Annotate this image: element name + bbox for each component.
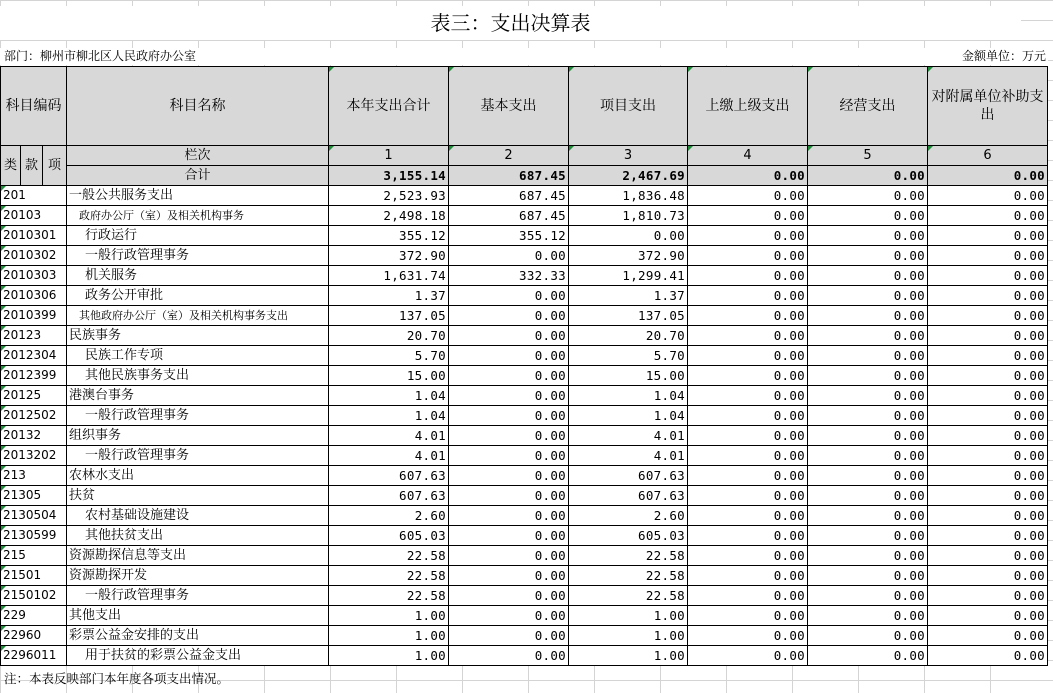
row-value-cell[interactable]: 0.00 xyxy=(449,466,569,486)
row-value-cell[interactable]: 0.00 xyxy=(688,246,808,266)
table-row xyxy=(1,206,1048,226)
row-code-cell[interactable]: 2010303 xyxy=(1,266,67,286)
row-value-cell[interactable]: 0.00 xyxy=(449,566,569,586)
row-value-cell[interactable]: 1,810.73 xyxy=(569,206,688,226)
row-name-cell[interactable]: 农林水支出 xyxy=(67,466,329,486)
header-code[interactable]: 科目编码 xyxy=(1,67,67,146)
header-basic-expense[interactable]: 基本支出 xyxy=(449,67,569,146)
row-code-cell[interactable]: 2013202 xyxy=(1,446,67,466)
total-cell[interactable]: 0.00 xyxy=(808,166,928,186)
row-code-cell[interactable]: 2010399 xyxy=(1,306,67,326)
row-value-cell[interactable]: 0.00 xyxy=(569,226,688,246)
row-value-cell[interactable]: 0.00 xyxy=(928,526,1048,546)
row-name-cell[interactable]: 机关服务 xyxy=(67,266,329,286)
row-value-cell[interactable]: 0.00 xyxy=(808,566,928,586)
department-label: 部门：柳州市柳北区人民政府办公室 xyxy=(4,49,197,63)
row-value-cell[interactable]: 0.00 xyxy=(688,466,808,486)
row-value-cell[interactable]: 332.33 xyxy=(449,266,569,286)
row-code-cell[interactable]: 213 xyxy=(1,466,67,486)
table-row xyxy=(1,466,1048,486)
row-value-cell[interactable]: 0.00 xyxy=(688,566,808,586)
row-name-cell[interactable]: 一般行政管理事务 xyxy=(67,406,329,426)
row-value-cell[interactable]: 0.00 xyxy=(928,626,1048,646)
row-value-cell[interactable]: 0.00 xyxy=(928,546,1048,566)
row-code-cell[interactable]: 2012399 xyxy=(1,366,67,386)
column-index[interactable]: 4 xyxy=(688,146,808,166)
row-value-cell[interactable]: 1.04 xyxy=(329,406,449,426)
row-value-cell[interactable]: 0.00 xyxy=(688,606,808,626)
row-value-cell[interactable]: 5.70 xyxy=(569,346,688,366)
table-row xyxy=(1,586,1048,606)
row-value-cell[interactable]: 1.00 xyxy=(569,606,688,626)
table-row xyxy=(1,646,1048,666)
row-name-cell[interactable]: 扶贫 xyxy=(67,486,329,506)
table-row xyxy=(1,326,1048,346)
row-value-cell[interactable]: 0.00 xyxy=(449,286,569,306)
total-cell[interactable]: 2,467.69 xyxy=(569,166,688,186)
row-value-cell[interactable]: 0.00 xyxy=(688,226,808,246)
row-value-cell[interactable]: 4.01 xyxy=(329,446,449,466)
row-value-cell[interactable]: 0.00 xyxy=(808,246,928,266)
row-value-cell[interactable]: 0.00 xyxy=(688,366,808,386)
row-value-cell[interactable]: 0.00 xyxy=(808,286,928,306)
row-code-cell[interactable]: 2130504 xyxy=(1,506,67,526)
row-value-cell[interactable]: 607.63 xyxy=(569,486,688,506)
header-operating-expense[interactable]: 经营支出 xyxy=(808,67,928,146)
row-value-cell[interactable]: 0.00 xyxy=(449,546,569,566)
row-code-cell[interactable]: 20123 xyxy=(1,326,67,346)
row-value-cell[interactable]: 0.00 xyxy=(688,346,808,366)
row-value-cell[interactable]: 22.58 xyxy=(329,546,449,566)
table-row xyxy=(1,306,1048,326)
row-value-cell[interactable]: 372.90 xyxy=(569,246,688,266)
row-value-cell[interactable]: 0.00 xyxy=(808,506,928,526)
row-name-cell[interactable]: 其他政府办公厅（室）及相关机构事务支出 xyxy=(67,306,329,326)
row-value-cell[interactable]: 0.00 xyxy=(449,366,569,386)
row-value-cell[interactable]: 15.00 xyxy=(569,366,688,386)
row-value-cell[interactable]: 22.58 xyxy=(569,566,688,586)
row-value-cell[interactable]: 0.00 xyxy=(688,326,808,346)
row-value-cell[interactable]: 1,631.74 xyxy=(329,266,449,286)
row-value-cell[interactable]: 22.58 xyxy=(329,586,449,606)
row-value-cell[interactable]: 0.00 xyxy=(688,266,808,286)
row-value-cell[interactable]: 0.00 xyxy=(688,586,808,606)
column-index[interactable]: 1 xyxy=(329,146,449,166)
row-value-cell[interactable]: 15.00 xyxy=(329,366,449,386)
row-value-cell[interactable]: 0.00 xyxy=(688,426,808,446)
row-value-cell[interactable]: 137.05 xyxy=(569,306,688,326)
row-code-cell[interactable]: 2010302 xyxy=(1,246,67,266)
row-value-cell[interactable]: 0.00 xyxy=(928,266,1048,286)
header-lanci[interactable]: 栏次 xyxy=(67,146,329,166)
row-value-cell[interactable]: 0.00 xyxy=(808,346,928,366)
header-kuan[interactable]: 款 xyxy=(21,146,43,186)
row-value-cell[interactable]: 0.00 xyxy=(928,346,1048,366)
row-value-cell[interactable]: 0.00 xyxy=(928,486,1048,506)
row-name-cell[interactable]: 一般公共服务支出 xyxy=(67,186,329,206)
row-value-cell[interactable]: 0.00 xyxy=(449,246,569,266)
table-row xyxy=(1,606,1048,626)
row-code-cell[interactable]: 2012502 xyxy=(1,406,67,426)
row-name-cell[interactable]: 民族工作专项 xyxy=(67,346,329,366)
row-value-cell[interactable]: 20.70 xyxy=(569,326,688,346)
row-value-cell[interactable]: 0.00 xyxy=(808,586,928,606)
table-row xyxy=(1,226,1048,246)
table-row xyxy=(1,386,1048,406)
column-index[interactable]: 2 xyxy=(449,146,569,166)
row-value-cell[interactable]: 2,498.18 xyxy=(329,206,449,226)
table-row xyxy=(1,566,1048,586)
row-value-cell[interactable]: 4.01 xyxy=(569,426,688,446)
row-value-cell[interactable]: 0.00 xyxy=(449,606,569,626)
table-footnote: 注：本表反映部门本年度各项支出情况。 xyxy=(4,671,230,686)
row-value-cell[interactable]: 0.00 xyxy=(928,186,1048,206)
row-code-cell[interactable]: 20132 xyxy=(1,426,67,446)
row-name-cell[interactable]: 资源勘探开发 xyxy=(67,566,329,586)
header-heji[interactable]: 合计 xyxy=(67,166,329,186)
row-value-cell[interactable]: 0.00 xyxy=(808,206,928,226)
row-value-cell[interactable]: 0.00 xyxy=(808,606,928,626)
row-value-cell[interactable]: 607.63 xyxy=(329,466,449,486)
total-cell[interactable]: 3,155.14 xyxy=(329,166,449,186)
row-value-cell[interactable]: 20.70 xyxy=(329,326,449,346)
row-value-cell[interactable]: 0.00 xyxy=(688,546,808,566)
row-value-cell[interactable]: 0.00 xyxy=(688,286,808,306)
row-value-cell[interactable]: 605.03 xyxy=(329,526,449,546)
header-lei[interactable]: 类 xyxy=(1,146,21,186)
row-value-cell[interactable]: 0.00 xyxy=(688,626,808,646)
row-value-cell[interactable]: 0.00 xyxy=(808,526,928,546)
row-value-cell[interactable]: 0.00 xyxy=(449,626,569,646)
row-value-cell[interactable]: 0.00 xyxy=(808,386,928,406)
row-code-cell[interactable]: 2296011 xyxy=(1,646,67,666)
row-value-cell[interactable]: 0.00 xyxy=(928,586,1048,606)
row-code-cell[interactable]: 21305 xyxy=(1,486,67,506)
row-value-cell[interactable]: 0.00 xyxy=(928,406,1048,426)
row-name-cell[interactable]: 其他支出 xyxy=(67,606,329,626)
column-index[interactable]: 5 xyxy=(808,146,928,166)
total-cell[interactable]: 0.00 xyxy=(928,166,1048,186)
table-row xyxy=(1,346,1048,366)
row-value-cell[interactable]: 0.00 xyxy=(688,526,808,546)
row-value-cell[interactable]: 0.00 xyxy=(449,326,569,346)
row-value-cell[interactable]: 0.00 xyxy=(928,246,1048,266)
row-value-cell[interactable]: 5.70 xyxy=(329,346,449,366)
column-index-row xyxy=(1,146,1048,166)
row-name-cell[interactable]: 组织事务 xyxy=(67,426,329,446)
row-value-cell[interactable]: 4.01 xyxy=(329,426,449,446)
row-name-cell[interactable]: 彩票公益金安排的支出 xyxy=(67,626,329,646)
row-value-cell[interactable]: 0.00 xyxy=(808,546,928,566)
total-cell[interactable]: 0.00 xyxy=(688,166,808,186)
row-value-cell[interactable]: 0.00 xyxy=(808,186,928,206)
row-value-cell[interactable]: 607.63 xyxy=(569,466,688,486)
row-value-cell[interactable]: 22.58 xyxy=(329,566,449,586)
row-value-cell[interactable]: 0.00 xyxy=(808,266,928,286)
row-value-cell[interactable]: 0.00 xyxy=(928,366,1048,386)
total-row xyxy=(1,166,1048,186)
row-value-cell[interactable]: 2.60 xyxy=(329,506,449,526)
row-code-cell[interactable]: 2010306 xyxy=(1,286,67,306)
row-value-cell[interactable]: 0.00 xyxy=(449,426,569,446)
row-value-cell[interactable]: 0.00 xyxy=(688,486,808,506)
row-value-cell[interactable]: 0.00 xyxy=(808,306,928,326)
row-value-cell[interactable]: 0.00 xyxy=(808,466,928,486)
table-row xyxy=(1,266,1048,286)
row-value-cell[interactable]: 0.00 xyxy=(449,586,569,606)
row-value-cell[interactable]: 0.00 xyxy=(808,646,928,666)
table-row xyxy=(1,366,1048,386)
column-index[interactable]: 6 xyxy=(928,146,1048,166)
row-value-cell[interactable]: 0.00 xyxy=(928,646,1048,666)
header-remit-superior[interactable]: 上缴上级支出 xyxy=(688,67,808,146)
row-name-cell[interactable]: 行政运行 xyxy=(67,226,329,246)
row-value-cell[interactable]: 0.00 xyxy=(449,646,569,666)
row-value-cell[interactable]: 355.12 xyxy=(449,226,569,246)
row-value-cell[interactable]: 0.00 xyxy=(928,606,1048,626)
row-code-cell[interactable]: 201 xyxy=(1,186,67,206)
row-code-cell[interactable]: 2150102 xyxy=(1,586,67,606)
row-value-cell[interactable]: 4.01 xyxy=(569,446,688,466)
row-value-cell[interactable]: 0.00 xyxy=(449,386,569,406)
row-value-cell[interactable]: 0.00 xyxy=(688,186,808,206)
row-name-cell[interactable]: 一般行政管理事务 xyxy=(67,586,329,606)
table-row xyxy=(1,526,1048,546)
row-value-cell[interactable]: 0.00 xyxy=(928,306,1048,326)
row-code-cell[interactable]: 229 xyxy=(1,606,67,626)
row-code-cell[interactable]: 20103 xyxy=(1,206,67,226)
row-name-cell[interactable]: 其他民族事务支出 xyxy=(67,366,329,386)
row-value-cell[interactable]: 0.00 xyxy=(688,406,808,426)
row-value-cell[interactable]: 1.00 xyxy=(569,646,688,666)
row-value-cell[interactable]: 687.45 xyxy=(449,206,569,226)
table-row xyxy=(1,246,1048,266)
row-value-cell[interactable]: 0.00 xyxy=(688,646,808,666)
total-cell[interactable]: 687.45 xyxy=(449,166,569,186)
table-row xyxy=(1,286,1048,306)
table-row xyxy=(1,446,1048,466)
table-row xyxy=(1,406,1048,426)
row-name-cell[interactable]: 港澳台事务 xyxy=(67,386,329,406)
column-index[interactable]: 3 xyxy=(569,146,688,166)
row-value-cell[interactable]: 1,836.48 xyxy=(569,186,688,206)
row-code-cell[interactable]: 2012304 xyxy=(1,346,67,366)
table-row xyxy=(1,486,1048,506)
row-value-cell[interactable]: 355.12 xyxy=(329,226,449,246)
row-value-cell[interactable]: 1.37 xyxy=(329,286,449,306)
row-name-cell[interactable]: 一般行政管理事务 xyxy=(67,246,329,266)
row-value-cell[interactable]: 1.00 xyxy=(329,606,449,626)
table-row xyxy=(1,506,1048,526)
table-row xyxy=(1,546,1048,566)
row-value-cell[interactable]: 137.05 xyxy=(329,306,449,326)
row-value-cell[interactable]: 0.00 xyxy=(808,446,928,466)
table-row xyxy=(1,426,1048,446)
row-value-cell[interactable]: 0.00 xyxy=(928,226,1048,246)
row-value-cell[interactable]: 0.00 xyxy=(928,446,1048,466)
row-value-cell[interactable]: 0.00 xyxy=(449,446,569,466)
row-value-cell[interactable]: 0.00 xyxy=(808,486,928,506)
row-value-cell[interactable]: 0.00 xyxy=(928,426,1048,446)
row-code-cell[interactable]: 21501 xyxy=(1,566,67,586)
row-value-cell[interactable]: 1.04 xyxy=(569,386,688,406)
row-value-cell[interactable]: 2.60 xyxy=(569,506,688,526)
row-value-cell[interactable]: 1.00 xyxy=(329,626,449,646)
row-value-cell[interactable]: 22.58 xyxy=(569,546,688,566)
row-value-cell[interactable]: 607.63 xyxy=(329,486,449,506)
row-value-cell[interactable]: 0.00 xyxy=(808,326,928,346)
row-value-cell[interactable]: 1.37 xyxy=(569,286,688,306)
row-value-cell[interactable]: 0.00 xyxy=(688,386,808,406)
row-value-cell[interactable]: 0.00 xyxy=(449,406,569,426)
row-value-cell[interactable]: 0.00 xyxy=(928,286,1048,306)
row-name-cell[interactable]: 用于扶贫的彩票公益金支出 xyxy=(67,646,329,666)
row-name-cell[interactable]: 一般行政管理事务 xyxy=(67,446,329,466)
row-value-cell[interactable]: 0.00 xyxy=(808,406,928,426)
row-value-cell[interactable]: 0.00 xyxy=(688,306,808,326)
row-value-cell[interactable]: 1.04 xyxy=(329,386,449,406)
row-value-cell[interactable]: 687.45 xyxy=(449,186,569,206)
info-row xyxy=(0,48,1048,65)
table-row xyxy=(1,626,1048,646)
row-value-cell[interactable]: 0.00 xyxy=(449,526,569,546)
row-value-cell[interactable]: 0.00 xyxy=(808,626,928,646)
header-total-expense[interactable]: 本年支出合计 xyxy=(329,67,449,146)
row-value-cell[interactable]: 0.00 xyxy=(808,366,928,386)
row-value-cell[interactable]: 0.00 xyxy=(928,566,1048,586)
row-name-cell[interactable]: 农村基础设施建设 xyxy=(67,506,329,526)
row-value-cell[interactable]: 372.90 xyxy=(329,246,449,266)
row-value-cell[interactable]: 0.00 xyxy=(928,466,1048,486)
row-value-cell[interactable]: 1.00 xyxy=(569,626,688,646)
row-value-cell[interactable]: 0.00 xyxy=(449,486,569,506)
header-subsidiary-subsidy[interactable]: 对附属单位补助支出 xyxy=(928,67,1048,146)
row-value-cell[interactable]: 0.00 xyxy=(808,226,928,246)
amount-unit-label: 金额单位：万元 xyxy=(961,49,1046,63)
header-row xyxy=(1,67,1048,146)
row-name-cell[interactable]: 政务公开审批 xyxy=(67,286,329,306)
expenditure-table xyxy=(0,66,1048,666)
row-code-cell[interactable]: 2010301 xyxy=(1,226,67,246)
row-value-cell[interactable]: 0.00 xyxy=(688,206,808,226)
sheet-title: 表三：支出决算表 xyxy=(0,6,1021,40)
row-value-cell[interactable]: 0.00 xyxy=(688,506,808,526)
row-value-cell[interactable]: 605.03 xyxy=(569,526,688,546)
row-value-cell[interactable]: 0.00 xyxy=(928,506,1048,526)
row-value-cell[interactable]: 0.00 xyxy=(928,386,1048,406)
row-code-cell[interactable]: 22960 xyxy=(1,626,67,646)
row-value-cell[interactable]: 1,299.41 xyxy=(569,266,688,286)
row-value-cell[interactable]: 22.58 xyxy=(569,586,688,606)
row-value-cell[interactable]: 1.04 xyxy=(569,406,688,426)
row-value-cell[interactable]: 0.00 xyxy=(928,206,1048,226)
row-value-cell[interactable]: 2,523.93 xyxy=(329,186,449,206)
row-code-cell[interactable]: 215 xyxy=(1,546,67,566)
header-name[interactable]: 科目名称 xyxy=(67,67,329,146)
row-value-cell[interactable]: 0.00 xyxy=(688,446,808,466)
header-project-expense[interactable]: 项目支出 xyxy=(569,67,688,146)
row-name-cell[interactable]: 资源勘探信息等支出 xyxy=(67,546,329,566)
row-name-cell[interactable]: 政府办公厅（室）及相关机构事务 xyxy=(67,206,329,226)
row-name-cell[interactable]: 民族事务 xyxy=(67,326,329,346)
row-value-cell[interactable]: 0.00 xyxy=(449,506,569,526)
row-value-cell[interactable]: 1.00 xyxy=(329,646,449,666)
table-row xyxy=(1,186,1048,206)
row-value-cell[interactable]: 0.00 xyxy=(449,346,569,366)
row-name-cell[interactable]: 其他扶贫支出 xyxy=(67,526,329,546)
row-code-cell[interactable]: 20125 xyxy=(1,386,67,406)
row-value-cell[interactable]: 0.00 xyxy=(928,326,1048,346)
header-xiang[interactable]: 项 xyxy=(43,146,67,186)
row-value-cell[interactable]: 0.00 xyxy=(449,306,569,326)
row-code-cell[interactable]: 2130599 xyxy=(1,526,67,546)
row-value-cell[interactable]: 0.00 xyxy=(808,426,928,446)
